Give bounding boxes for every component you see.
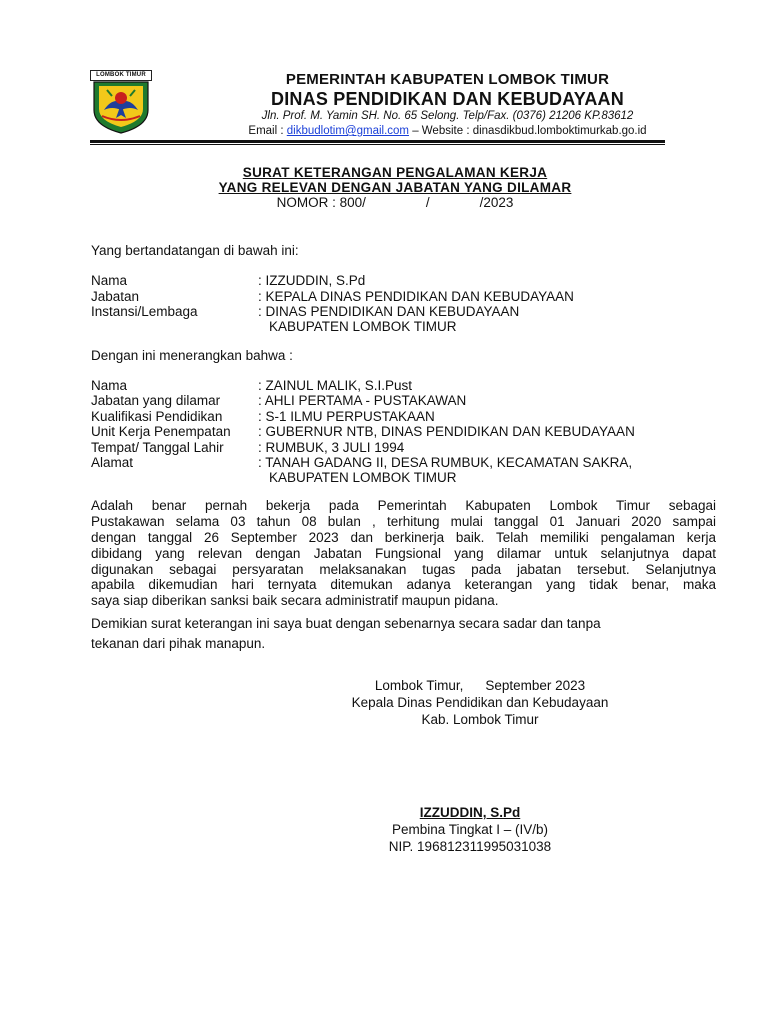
- signer-identity: [330, 804, 610, 855]
- number-prefix: NOMOR : 800/: [276, 195, 366, 210]
- body-line: saya siap diberikan sanksi baik secara administratif maupun pidana.: [91, 593, 499, 609]
- signer-institution-value-2: KABUPATEN LOMBOK TIMUR: [269, 319, 457, 334]
- signer-position-value: : KEPALA DINAS PENDIDIKAN DAN KEBUDAYAAN: [258, 289, 574, 304]
- body-paragraph: [91, 498, 716, 609]
- signer-institution-label: Instansi/Lembaga: [91, 304, 198, 319]
- signer-name-value: : IZZUDDIN, S.Pd: [258, 273, 366, 288]
- subject-unit-label: Unit Kerja Penempatan: [91, 424, 231, 439]
- letterhead-rule-thin: [90, 144, 665, 145]
- number-separator: /: [425, 195, 430, 210]
- regency-emblem-icon: [90, 80, 152, 134]
- signer-rank: Pembina Tingkat I – (IV/b): [391, 822, 549, 837]
- date-text: September 2023: [485, 678, 586, 693]
- subject-birth-label: Tempat/ Tanggal Lahir: [91, 440, 224, 455]
- intro-text: Yang bertandatangan di bawah ini:: [91, 243, 299, 258]
- office-name: DINAS PENDIDIKAN DAN KEBUDAYAAN: [271, 89, 624, 109]
- subject-qualification-label: Kualifikasi Pendidikan: [91, 409, 223, 424]
- statement-text: Dengan ini menerangkan bahwa :: [91, 348, 293, 363]
- title-line-1: SURAT KETERANGAN PENGALAMAN KERJA: [242, 165, 548, 180]
- number-year: /2023: [479, 195, 514, 210]
- signer-institution-value: : DINAS PENDIDIKAN DAN KEBUDAYAAN: [258, 304, 520, 319]
- place-text: Lombok Timur,: [374, 678, 464, 693]
- body-line: digunakan sebagai persyaratan melaksanakan tugas pada jabatan tersebut. Selanjutnya: [91, 561, 716, 577]
- body-line: Pustakawan selama 03 tahun 08 bulan , terhitung mulai tanggal 01 Januari 2020 sampai: [91, 513, 716, 529]
- closing-paragraph: [91, 614, 711, 654]
- subject-name-value: : ZAINUL MALIK, S.I.Pust: [258, 378, 413, 393]
- logo-band-text: LOMBOK TIMUR: [90, 70, 152, 81]
- subject-position-label: Jabatan yang dilamar: [91, 393, 221, 408]
- website-text: – Website : dinasdikbud.lomboktimurkab.go.id: [409, 125, 647, 137]
- email-prefix: Email :: [248, 125, 287, 137]
- email-link[interactable]: dikbudlotim@gmail.com: [286, 125, 409, 137]
- letter-number: [90, 195, 700, 211]
- contact-line: [160, 124, 735, 138]
- title-line-2: YANG RELEVAN DENGAN JABATAN YANG DILAMAR: [218, 180, 572, 195]
- body-line: Adalah benar pernah bekerja pada Pemerintah Kabupaten Lombok Timur sebagai: [91, 498, 716, 513]
- letterhead: [160, 71, 735, 138]
- subject-unit-value: : GUBERNUR NTB, DINAS PENDIDIKAN DAN KEBUDAYAAN: [258, 424, 635, 439]
- signer-name-label: Nama: [91, 273, 128, 288]
- closing-line: tekanan dari pihak manapun.: [91, 636, 266, 651]
- office-address: Jln. Prof. M. Yamin SH. No. 65 Selong. Telp/Fax. (0376) 21206 KP.83612: [261, 110, 634, 122]
- signer-nip: NIP. 196812311995031038: [388, 839, 552, 854]
- letterhead-rule-thick: [90, 140, 665, 143]
- signer-position-label: Jabatan: [91, 289, 140, 304]
- place-date: [330, 677, 630, 694]
- body-line: dibidang yang relevan dengan Jabatan Fungsional yang dilamar untuk selanjutnya dapat: [91, 545, 716, 561]
- subject-name-label: Nama: [91, 378, 128, 393]
- body-line: apabila dikemudian hari ternyata ditemukan adanya keterangan yang tidak benar, maka: [91, 577, 716, 593]
- closing-line: Demikian surat keterangan ini saya buat dengan sebenarnya secara sadar dan tanpa: [91, 616, 601, 631]
- subject-qualification-value: : S-1 ILMU PERPUSTAKAAN: [258, 409, 435, 424]
- government-name: PEMERINTAH KABUPATEN LOMBOK TIMUR: [285, 71, 610, 88]
- subject-address-value: : TANAH GADANG II, DESA RUMBUK, KECAMATAN SAKRA,: [258, 455, 633, 470]
- signer-title-2: Kab. Lombok Timur: [421, 712, 539, 727]
- signature-block: [330, 677, 630, 728]
- subject-birth-value: : RUMBUK, 3 JULI 1994: [258, 440, 405, 455]
- letter-title: [90, 165, 700, 211]
- body-line: dengan tanggal 26 September 2023 dan berkinerja baik. Telah memiliki pengalaman kerja: [91, 529, 716, 545]
- subject-position-value: : AHLI PERTAMA - PUSTAKAWAN: [258, 393, 467, 408]
- subject-address-value-2: KABUPATEN LOMBOK TIMUR: [269, 470, 457, 485]
- subject-address-label: Alamat: [91, 455, 134, 470]
- signer-name: IZZUDDIN, S.Pd: [419, 805, 521, 820]
- signer-title-1: Kepala Dinas Pendidikan dan Kebudayaan: [351, 695, 609, 710]
- regency-logo: [90, 70, 152, 132]
